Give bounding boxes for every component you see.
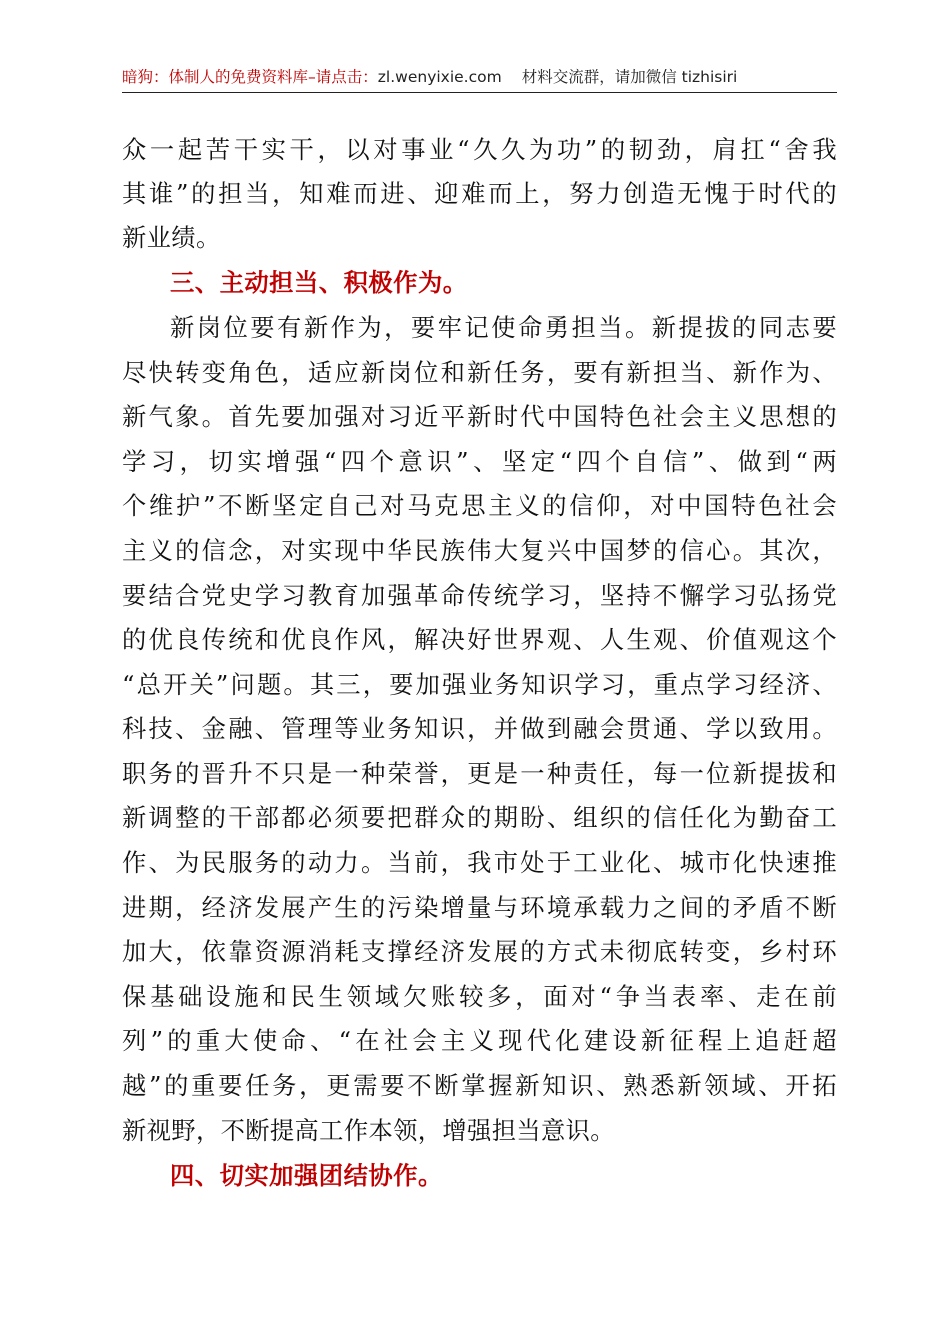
header-url-link[interactable]: zl.wenyixie.com bbox=[377, 68, 502, 86]
para-line: 主义的信念，对实现中华民族伟大复兴中国梦的信心。其次， bbox=[122, 536, 837, 565]
para-line: 职务的晋升不只是一种荣誉，更是一种责任，每一位新提拔和 bbox=[122, 759, 837, 788]
section-heading-3: 三、主动担当、积极作为。 bbox=[170, 268, 468, 297]
para-line: 科技、金融、管理等业务知识，并做到融会贯通、学以致用。 bbox=[122, 714, 837, 743]
para-line: 越”的重要任务，更需要不断掌握新知识、熟悉新领域、开拓 bbox=[122, 1071, 837, 1100]
para-line: 个维护”不断坚定自己对马克思主义的信仰，对中国特色社会 bbox=[122, 491, 837, 520]
header-wechat-text: 材料交流群，请加微信 tizhisiri bbox=[521, 68, 738, 86]
body-line: 新业绩。 bbox=[122, 223, 221, 252]
para-line: 新岗位要有新作为，要牢记使命勇担当。新提拔的同志要 bbox=[170, 313, 837, 342]
para-line: 列”的重大使命、“在社会主义现代化建设新征程上追赶超 bbox=[122, 1026, 837, 1055]
header-click-prompt: –请点击： bbox=[308, 68, 378, 86]
section-heading-4: 四、切实加强团结协作。 bbox=[170, 1161, 443, 1190]
para-line: 新气象。首先要加强对习近平新时代中国特色社会主义思想的 bbox=[122, 402, 837, 431]
para-line: 进期，经济发展产生的污染增量与环境承载力之间的矛盾不断 bbox=[122, 893, 837, 922]
body-line: 众一起苦干实干，以对事业“久久为功”的韧劲，肩扛“舍我 bbox=[122, 135, 837, 164]
header-promo-text: 暗狗：体制人的免费资料库 bbox=[122, 68, 309, 86]
para-line: 新视野，不断提高工作本领，增强担当意识。 bbox=[122, 1116, 615, 1145]
para-line: 保基础设施和民生领域欠账较多，面对“争当表率、走在前 bbox=[122, 982, 837, 1011]
para-line: 的优良传统和优良作风，解决好世界观、人生观、价值观这个 bbox=[122, 625, 837, 654]
para-line: 作、为民服务的动力。当前，我市处于工业化、城市化快速推 bbox=[122, 848, 837, 877]
para-line: 加大，依靠资源消耗支撑经济发展的方式未彻底转变，乡村环 bbox=[122, 937, 837, 966]
body-line: 其谁”的担当，知难而进、迎难而上，努力创造无愧于时代的 bbox=[122, 179, 837, 208]
para-line: 学习，切实增强“四个意识”、坚定“四个自信”、做到“两 bbox=[122, 447, 837, 476]
para-line: 新调整的干部都必须要把群众的期盼、组织的信任化为勤奋工 bbox=[122, 803, 837, 832]
para-line: “总开关”问题。其三，要加强业务知识学习，重点学习经济、 bbox=[122, 670, 837, 699]
para-line: 尽快转变角色，适应新岗位和新任务，要有新担当、新作为、 bbox=[122, 358, 837, 387]
header-divider bbox=[122, 92, 837, 93]
para-line: 要结合党史学习教育加强革命传统学习，坚持不懈学习弘扬党 bbox=[122, 581, 837, 610]
page-header bbox=[122, 66, 837, 88]
